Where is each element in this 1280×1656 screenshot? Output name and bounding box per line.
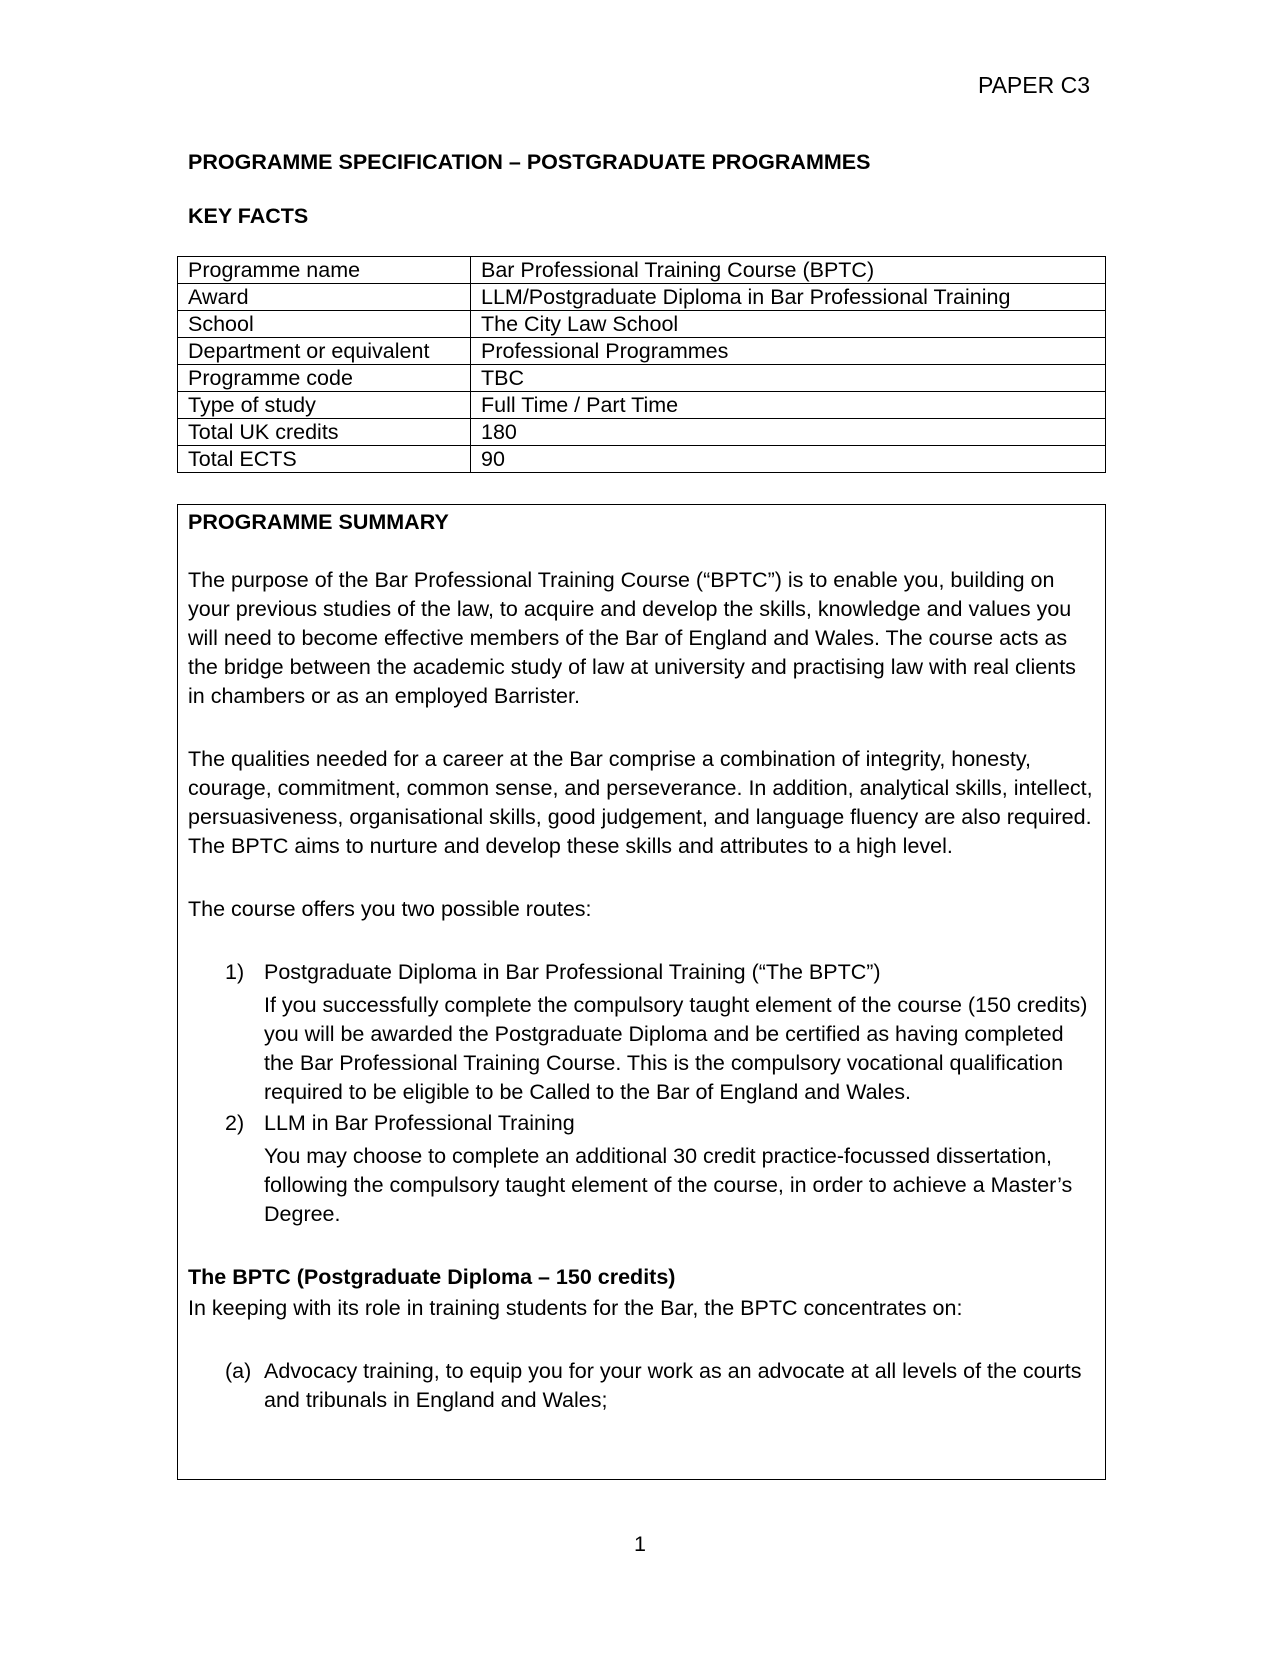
table-row (178, 257, 1106, 284)
page-number: 1 (634, 1532, 646, 1556)
bptc-intro: In keeping with its role in training students for the Bar, the BPTC concentrates on: (188, 1296, 963, 1320)
list-item (188, 958, 1095, 1107)
fact-value: 180 (471, 419, 1106, 446)
fact-value: 90 (471, 446, 1106, 473)
fact-value: Professional Programmes (471, 338, 1106, 365)
summary-paragraph-qualities: The qualities needed for a career at the Bar comprise a combination of integrity, honesty, courage, commitment, common sense, and perseverance. In addition, analytical skills, intellect, persuasiveness, organisational skills, good judgement, and language fluency are also required. The BPTC aims to nurture and develop these skills and attributes to a high level. (188, 747, 1093, 858)
fact-value: Bar Professional Training Course (BPTC) (471, 257, 1106, 284)
fact-label: Type of study (178, 392, 471, 419)
table-row (178, 338, 1106, 365)
fact-label: Award (178, 284, 471, 311)
table-row (178, 392, 1106, 419)
key-facts-table (177, 256, 1106, 473)
summary-heading: PROGRAMME SUMMARY (188, 510, 449, 534)
table-row (178, 446, 1106, 473)
route-description: If you successfully complete the compulsory taught element of the course (150 credits) you will be awarded the Postgraduate Diploma and be certified as having completed the Bar Professional Training Course. This is the compulsory vocational qualification required to be eligible to be Called to the Bar of England and Wales. (264, 993, 1088, 1104)
route-description: You may choose to complete an additional 30 credit practice-focussed dissertation, following the compulsory taught element of the course, in order to achieve a Master’s Degree. (264, 1144, 1073, 1226)
summary-paragraph-purpose: The purpose of the Bar Professional Training Course (“BPTC”) is to enable you, building on your previous studies of the law, to acquire and develop the skills, knowledge and values you will need to become effective members of the Bar of England and Wales. The course acts as the bridge between the academic study of law at university and practising law with real clients in chambers or as an employed Barrister. (188, 568, 1076, 708)
key-facts-heading: KEY FACTS (188, 204, 309, 228)
list-item (188, 1357, 1095, 1415)
route-title: Postgraduate Diploma in Bar Professional Training (“The BPTC”) (264, 960, 881, 984)
document-title: PROGRAMME SPECIFICATION – POSTGRADUATE PROGRAMMES (188, 150, 871, 174)
bptc-heading: The BPTC (Postgraduate Diploma – 150 credits) (188, 1265, 676, 1289)
fact-value: Full Time / Part Time (471, 392, 1106, 419)
paper-label: PAPER C3 (977, 72, 1090, 98)
fact-label: Programme name (178, 257, 471, 284)
fact-value: TBC (471, 365, 1106, 392)
fact-label: Total ECTS (178, 446, 471, 473)
fact-label: Department or equivalent (178, 338, 471, 365)
route-number: 2) (225, 1111, 245, 1135)
route-title: LLM in Bar Professional Training (264, 1111, 575, 1135)
programme-summary-box (177, 504, 1106, 1480)
fact-label: Programme code (178, 365, 471, 392)
fact-label: Total UK credits (178, 419, 471, 446)
table-row (178, 311, 1106, 338)
fact-label: School (178, 311, 471, 338)
list-item (188, 1109, 1095, 1229)
fact-value: LLM/Postgraduate Diploma in Bar Professional Training (471, 284, 1106, 311)
table-row (178, 419, 1106, 446)
focus-item-letter: (a) (225, 1359, 252, 1383)
summary-paragraph-routes-intro: The course offers you two possible routes: (188, 897, 592, 921)
table-row (178, 365, 1106, 392)
focus-item-text: Advocacy training, to equip you for your work as an advocate at all levels of the courts and tribunals in England and Wales; (264, 1359, 1082, 1412)
route-number: 1) (225, 960, 245, 984)
fact-value: The City Law School (471, 311, 1106, 338)
table-row (178, 284, 1106, 311)
routes-list (188, 958, 1095, 1229)
